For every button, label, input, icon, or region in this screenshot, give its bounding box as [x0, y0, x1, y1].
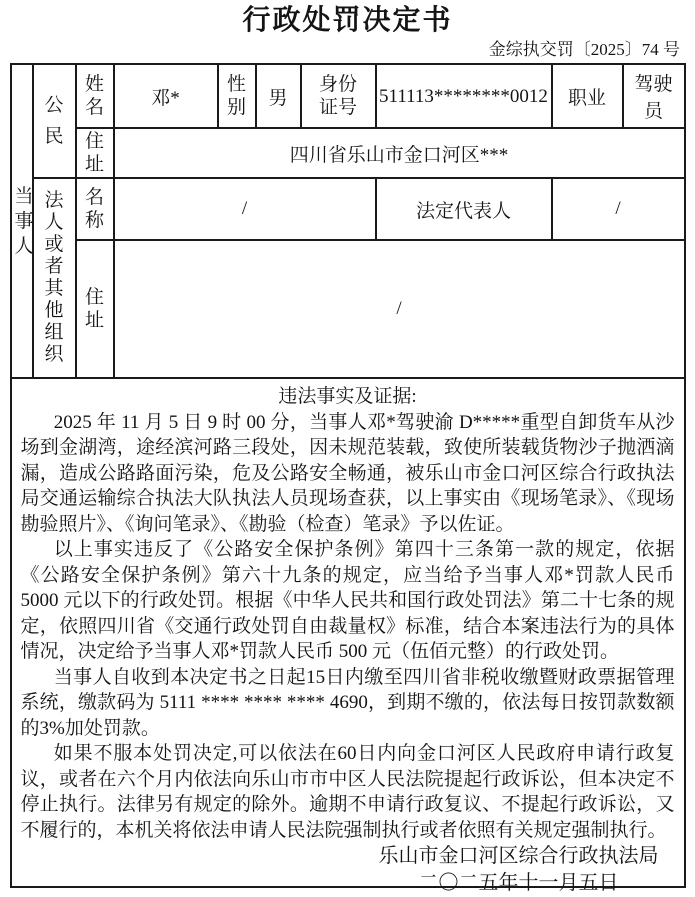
facts-heading: 违法事实及证据: — [278, 386, 417, 407]
citizen-group-label-text: 公民 — [44, 95, 64, 147]
org-name-value-cell: / — [114, 178, 376, 240]
legal-rep-label-cell: 法定代表人 — [376, 178, 552, 240]
facts-and-decision-cell — [11, 378, 685, 894]
appeal-rights-paragraph: 如果不服本处罚决定,可以依法在60日内向金口河区人民政府申请行政复议，或者在六个月内依法向乐山市市中区人民法院提起行政诉讼，但本决定不停止执行。法律另有规定的除外。逾期不申请行政复议、不提起行政诉讼，又不履行的，本机关将依法申请人民法院强制执行或者依照有关规定强制执行。 — [20, 743, 675, 841]
citizen-address-value-cell: 四川省乐山市金口河区*** — [114, 128, 685, 178]
document-title: 行政处罚决定书 — [242, 5, 453, 36]
org-name-label: 名称 — [84, 187, 104, 231]
occupation-value-cell: 驾驶员 — [623, 64, 685, 128]
party-section-label-text: 当事人 — [14, 185, 34, 257]
gender-value-cell: 男 — [256, 64, 301, 128]
citizen-group-label — [33, 64, 76, 178]
payment-paragraph: 当事人自收到本决定书之日起15日内缴至四川省非税收缴暨财政票据管理系统，缴款码为 5111 **** **** **** 4690，到期不缴的，依法每日按罚款数额的3%加处罚款。 — [20, 666, 675, 739]
name-value-cell: 邓* — [114, 64, 218, 128]
party-section-label — [11, 64, 33, 378]
organization-group-label — [33, 178, 76, 378]
document-number: 金综执交罚〔2025〕74 号 — [488, 40, 680, 59]
gender-label-cell — [218, 64, 256, 128]
id-number-value-cell: 511113********0012 — [376, 64, 552, 128]
party-info-table — [10, 63, 686, 894]
legal-rep-value-cell: / — [552, 178, 685, 240]
issue-date: 二〇二五年十一月五日 — [418, 872, 619, 894]
name-label: 姓名 — [84, 74, 104, 118]
name-label-cell — [76, 64, 114, 128]
occupation-label-cell: 职业 — [552, 64, 623, 128]
org-address-value-cell: / — [114, 240, 685, 378]
gender-label: 性别 — [226, 74, 246, 118]
org-address-label-cell — [76, 240, 114, 378]
citizen-address-label: 住址 — [84, 131, 104, 175]
id-label-cell — [301, 64, 376, 128]
signature-block — [379, 843, 659, 897]
issuing-agency: 乐山市金口河区综合行政执法局 — [378, 845, 659, 867]
facts-paragraph: 2025 年 11 月 5 日 9 时 00 分，当事人邓*驾驶渝 D*****重型自卸货车从沙场到金湖湾，途经滨河路三段处，因未规范装载，致使所装载货物沙子抛洒滴漏，造成公路路面污染，危及公路安全畅通，被乐山市金口河区综合行政执法局交通运输综合执法大队执法人员现场查获，以上事实由《现场笔录》、《现场勘验照片》、《询问笔录》、《勘验（检查）笔录》予以佐证。 — [20, 411, 675, 535]
citizen-address-label-cell — [76, 128, 114, 178]
legal-basis-paragraph: 以上事实违反了《公路安全保护条例》第四十三条第一款的规定，依据《公路安全保护条例》第六十九条的规定，应当给予当事人邓*罚款人民币 5000 元以下的行政处罚。根据《中华人民共和国行政处罚法》第二十七条的规定，依照四川省《交通行政处罚自由裁量权》标准，结合本案违法行为的具体情况，决定给予当事人邓*罚款人民币 500 元（伍佰元整）的行政处罚。 — [20, 539, 675, 662]
id-number-label: 身份证号 — [318, 74, 357, 118]
org-name-label-cell — [76, 178, 114, 240]
org-address-label: 住址 — [84, 287, 104, 331]
organization-group-label-text: 法人或者其他组织 — [44, 190, 64, 365]
facts-and-decision-content — [14, 380, 682, 894]
